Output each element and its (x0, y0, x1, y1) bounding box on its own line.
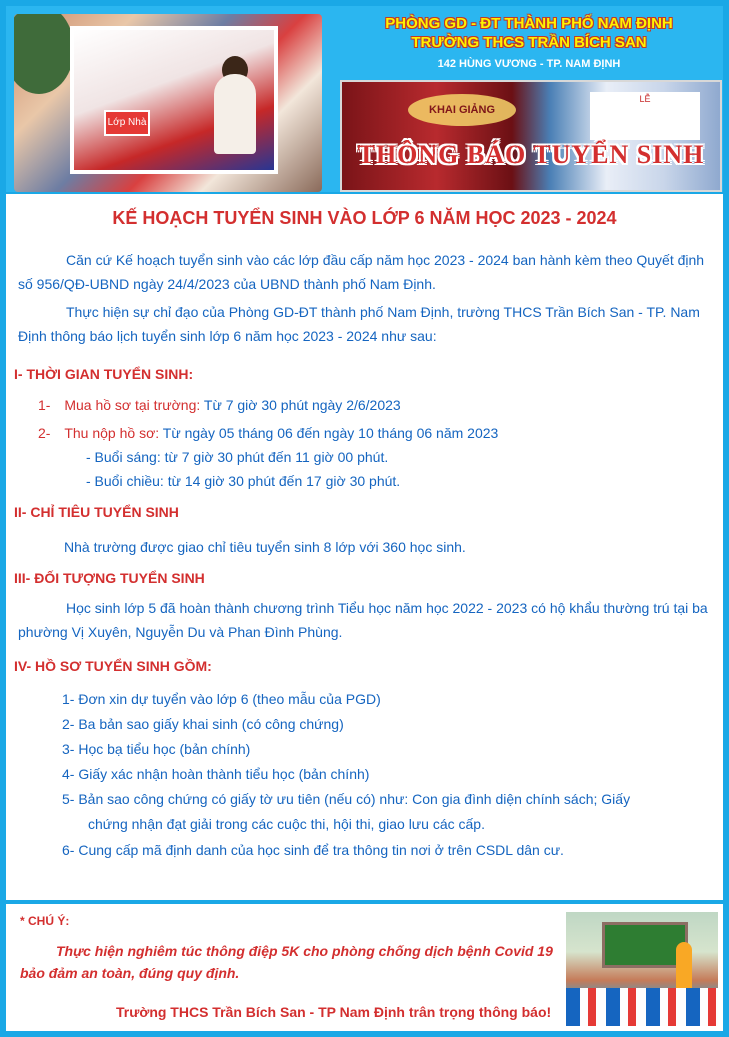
document-item-5-cont: chứng nhận đạt giải trong các cuộc thi, hội thi, giao lưu các cấp. (88, 816, 485, 832)
time-item-1-value: Từ 7 giờ 30 phút ngày 2/6/2023 (200, 397, 401, 413)
classroom-photo (566, 912, 718, 1026)
note-box (6, 904, 723, 1031)
teacher-figure (214, 74, 256, 154)
page-title: KẾ HOẠCH TUYỂN SINH VÀO LỚP 6 NĂM HỌC 2023 - 2024 (112, 208, 617, 228)
dept-line: PHÒNG GD - ĐT THÀNH PHỐ NAM ĐỊNH (385, 15, 673, 32)
note-text: Thực hiện nghiêm túc thông điệp 5K cho phòng chống dịch bệnh Covid 19 bảo đảm an toàn, đúng quy định. (20, 943, 553, 981)
time-item-1-label: Mua hồ sơ tại trường: (64, 397, 201, 413)
time-item-2-num: 2- (38, 425, 51, 441)
section-documents-heading: IV- HỒ SƠ TUYỂN SINH GỒM: (14, 658, 212, 674)
afternoon-schedule: - Buổi chiều: từ 14 giờ 30 phút đến 17 giờ 30 phút. (86, 473, 401, 489)
target-text: Học sinh lớp 5 đã hoàn thành chương trình Tiểu học năm học 2022 - 2023 có hộ khẩu thường trú tại ba phường Vị Xuyên, Nguyễn Du và Phan Đình Phùng. (18, 600, 708, 640)
document-item-3: 3- Học bạ tiểu học (bản chính) (62, 741, 251, 757)
time-item-1 (38, 394, 401, 416)
ceremony-board: LỄ (590, 92, 700, 140)
quota-text: Nhà trường được giao chỉ tiêu tuyển sinh 8 lớp với 360 học sinh. (64, 539, 466, 555)
school-address: 142 HÙNG VƯƠNG - TP. NAM ĐỊNH (437, 58, 621, 70)
teacher-figure-2 (676, 942, 692, 990)
time-item-2-value: Từ ngày 05 tháng 06 đến ngày 10 tháng 06 năm 2023 (159, 425, 499, 441)
note-signature: Trường THCS Trần Bích San - TP Nam Định trân trọng thông báo! (116, 1004, 552, 1020)
time-item-1-num: 1- (38, 397, 51, 413)
students-row (566, 988, 718, 1026)
document-item-2: 2- Ba bản sao giấy khai sinh (có công chứng) (62, 716, 344, 732)
section-target-heading: III- ĐỐI TƯỢNG TUYỂN SINH (14, 570, 205, 586)
intro-paragraph-1: Căn cứ Kế hoạch tuyển sinh vào các lớp đầu cấp năm học 2023 - 2024 ban hành kèm theo Quyết định số 956/QĐ-UBND ngày 24/4/2023 của UBND thành phố Nam Định. (18, 252, 705, 292)
document-item-6: 6- Cung cấp mã định danh của học sinh để tra thông tin nơi ở trên CSDL dân cư. (62, 842, 564, 858)
morning-schedule: - Buổi sáng: từ 7 giờ 30 phút đến 11 giờ 00 phút. (86, 449, 389, 465)
school-line: TRƯỜNG THCS TRẦN BÍCH SAN (411, 34, 647, 51)
photo-sign: Lớp Nhà (104, 110, 150, 136)
main-content (6, 194, 723, 900)
khai-giang-badge: KHAI GIẢNG (408, 94, 516, 126)
enrollment-banner (340, 80, 722, 192)
time-item-2 (38, 422, 498, 444)
header (6, 6, 723, 192)
banner-title: THÔNG BÁO TUYỂN SINH (357, 140, 705, 169)
time-item-2-label: Thu nộp hồ sơ: (64, 425, 160, 441)
school-title (336, 14, 722, 52)
students-photo (14, 14, 322, 192)
intro-paragraph-2: Thực hiện sự chỉ đạo của Phòng GD-ĐT thành phố Nam Định, trường THCS Trần Bích San - TP. Nam Định thông báo lịch tuyển sinh lớp 6 năm học 2023 - 2024 như sau: (18, 304, 700, 344)
section-time-heading: I- THỜI GIAN TUYỂN SINH: (14, 366, 194, 382)
document-item-4: 4- Giấy xác nhận hoàn thành tiểu học (bản chính) (62, 766, 370, 782)
tree-shape (14, 14, 74, 94)
note-title: * CHÚ Ý: (20, 914, 70, 928)
document-item-1: 1- Đơn xin dự tuyển vào lớp 6 (theo mẫu của PGD) (62, 691, 381, 707)
document-item-5: 5- Bản sao công chứng có giấy tờ ưu tiên (nếu có) như: Con gia đình diện chính sách; Giấy (62, 791, 631, 807)
section-quota-heading: II- CHỈ TIÊU TUYỂN SINH (14, 504, 179, 520)
